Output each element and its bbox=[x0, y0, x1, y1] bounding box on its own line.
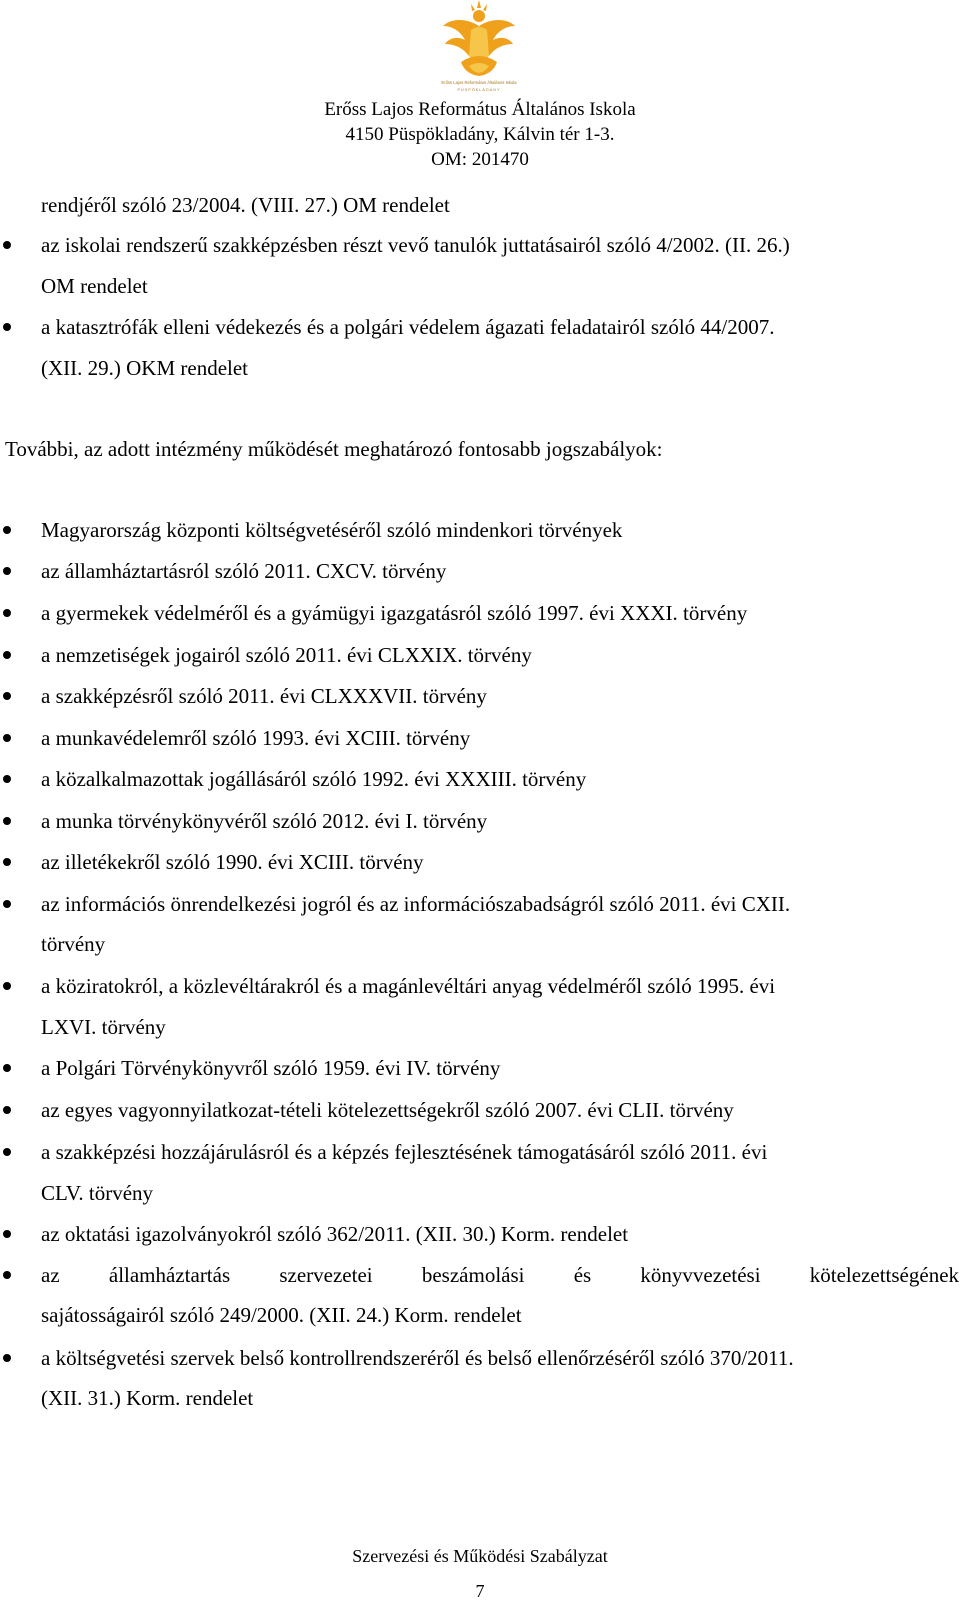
school-address: 4150 Püspökladány, Kálvin tér 1-3. bbox=[345, 124, 615, 145]
school-name: Erőss Lajos Református Általános Iskola bbox=[324, 99, 636, 120]
list-item-text-cont: (XII. 29.) OKM rendelet bbox=[41, 356, 249, 380]
list-item-text-cont: törvény bbox=[41, 932, 106, 956]
list-item-text: a szakképzési hozzájárulásról és a képzés fejlesztésének támogatásáról szóló 2011. évi bbox=[41, 1140, 768, 1164]
list-item-text: a gyermekek védelméről és a gyámügyi igazgatásról szóló 1997. évi XXXI. törvény bbox=[41, 601, 748, 625]
bullet-icon bbox=[3, 526, 11, 534]
list-item-text-cont: LXVI. törvény bbox=[41, 1015, 166, 1039]
bullet-icon bbox=[3, 609, 11, 617]
bullet-icon bbox=[3, 734, 11, 742]
list-item-text: az illetékekről szóló 1990. évi XCIII. törvény bbox=[41, 850, 424, 874]
list-item-text-cont: OM rendelet bbox=[41, 274, 148, 298]
list-item-text: a nemzetiségek jogairól szóló 2011. évi CLXXIX. törvény bbox=[41, 643, 532, 667]
word: és bbox=[573, 1263, 592, 1287]
word: könyvvezetési bbox=[640, 1263, 761, 1287]
bullet-icon bbox=[3, 241, 11, 249]
bullet-icon bbox=[3, 900, 11, 908]
list-item-text: az egyes vagyonnyilatkozat-tételi kötelezettségekről szóló 2007. évi CLII. törvény bbox=[41, 1098, 734, 1122]
list-item-text: a munka törvénykönyvéről szóló 2012. évi I. törvény bbox=[41, 809, 488, 833]
bullet-icon bbox=[3, 817, 11, 825]
bullet-icon bbox=[3, 982, 11, 990]
school-logo-phoenix bbox=[437, 0, 521, 96]
bullet-icon bbox=[3, 1064, 11, 1072]
list-item-text: a költségvetési szervek belső kontrollrendszeréről és belső ellenőrzéséről szóló 370/2011. bbox=[41, 1346, 794, 1370]
bullet-icon bbox=[3, 1230, 11, 1238]
bullet-icon bbox=[3, 858, 11, 866]
bullet-icon bbox=[3, 1148, 11, 1156]
list-item-text-justified bbox=[41, 1262, 959, 1288]
continued-text: rendjéről szóló 23/2004. (VIII. 27.) OM rendelet bbox=[41, 193, 450, 217]
school-om-id: OM: 201470 bbox=[431, 149, 529, 170]
word: az bbox=[41, 1263, 60, 1287]
bullet-icon bbox=[3, 692, 11, 700]
bullet-icon bbox=[3, 1354, 11, 1362]
word: beszámolási bbox=[421, 1263, 525, 1287]
list-item-text: a szakképzésről szóló 2011. évi CLXXXVII. törvény bbox=[41, 684, 487, 708]
list-item-text: Magyarország központi költségvetéséről szóló mindenkori törvények bbox=[41, 518, 623, 542]
list-item-text: az oktatási igazolványokról szóló 362/2011. (XII. 30.) Korm. rendelet bbox=[41, 1222, 629, 1246]
bullet-icon bbox=[3, 1271, 11, 1279]
list-item-text: a Polgári Törvénykönyvről szóló 1959. évi IV. törvény bbox=[41, 1056, 501, 1080]
page-number: 7 bbox=[475, 1581, 485, 1601]
list-item-text: a munkavédelemről szóló 1993. évi XCIII. törvény bbox=[41, 726, 471, 750]
svg-text:Erőss Lajos Református Általán: Erőss Lajos Református Általános Iskola bbox=[441, 80, 517, 85]
list-item-text: az iskolai rendszerű szakképzésben részt vevő tanulók juttatásairól szóló 4/2002. (II. 26.) bbox=[41, 233, 790, 257]
list-item-text: a közalkalmazottak jogállásáról szóló 1992. évi XXXIII. törvény bbox=[41, 767, 587, 791]
bullet-icon bbox=[3, 1106, 11, 1114]
word: államháztartás bbox=[108, 1263, 231, 1287]
word: szervezetei bbox=[279, 1263, 373, 1287]
section-intro: További, az adott intézmény működését meghatározó fontosabb jogszabályok: bbox=[5, 437, 663, 461]
list-item-text: az információs önrendelkezési jogról és az információszabadságról szóló 2011. évi CXII. bbox=[41, 892, 791, 916]
list-item-text: a köziratokról, a közlevéltárakról és a magánlevéltári anyag védelméről szóló 1995. évi bbox=[41, 974, 776, 998]
word: kötelezettségének bbox=[809, 1263, 960, 1287]
list-item-text: az államháztartásról szóló 2011. CXCV. törvény bbox=[41, 559, 447, 583]
list-item-text: a katasztrófák elleni védekezés és a polgári védelem ágazati feladatairól szóló 44/2007. bbox=[41, 315, 775, 339]
svg-text:PÜSPÖKLADÁNY: PÜSPÖKLADÁNY bbox=[457, 88, 501, 92]
list-item-text-cont: sajátosságairól szóló 249/2000. (XII. 24.) Korm. rendelet bbox=[41, 1303, 522, 1327]
list-item-text-cont: (XII. 31.) Korm. rendelet bbox=[41, 1386, 254, 1410]
bullet-icon bbox=[3, 567, 11, 575]
bullet-icon bbox=[3, 323, 11, 331]
bullet-icon bbox=[3, 651, 11, 659]
list-item-text-cont: CLV. törvény bbox=[41, 1181, 154, 1205]
bullet-icon bbox=[3, 775, 11, 783]
footer-title: Szervezési és Működési Szabályzat bbox=[352, 1546, 608, 1566]
